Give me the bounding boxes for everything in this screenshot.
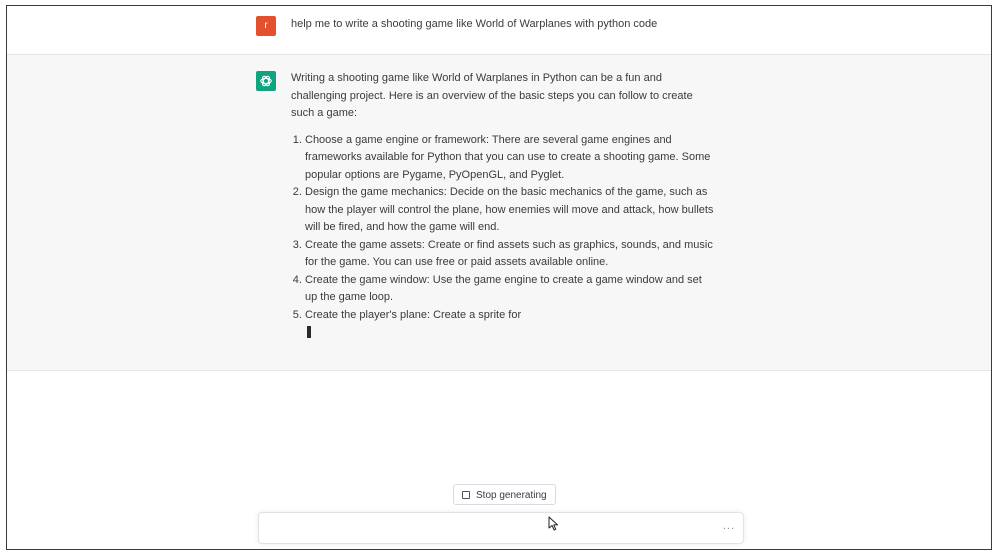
- stop-icon: [462, 491, 470, 499]
- assistant-message-row: [7, 55, 991, 371]
- message-input[interactable]: [258, 512, 744, 544]
- list-item: 1. Choose a game engine or framework: There are several game engines and frameworks available for Python that you can use to create a shooting game. Some popular options are Pygame, PyOpenGL, and Pyglet.: [305, 132, 716, 185]
- chat-window: [6, 5, 992, 550]
- typing-cursor: [307, 326, 311, 338]
- user-avatar: r: [256, 16, 276, 36]
- assistant-steps-list: [291, 132, 716, 325]
- list-item: 2. Design the game mechanics: Decide on the basic mechanics of the game, such as how the player will control the plane, how enemies will move and attack, how bullets will be fired, and how the game will end.: [305, 184, 716, 237]
- stop-generating-label: Stop generating: [476, 490, 547, 501]
- assistant-avatar-icon: [256, 71, 276, 91]
- stop-generating-button[interactable]: [453, 484, 556, 505]
- user-message-text: help me to write a shooting game like World of Warplanes with python code: [291, 18, 658, 30]
- more-icon: ...: [722, 520, 735, 532]
- list-item: 3. Create the game assets: Create or find assets such as graphics, sounds, and music for the game. You can use free or paid assets available online.: [305, 237, 716, 272]
- assistant-message-body: [291, 70, 716, 345]
- assistant-intro: Writing a shooting game like World of Warplanes in Python can be a fun and challenging project. Here is an overview of the basic steps you can follow to create such a game:: [291, 72, 693, 119]
- list-item: 4. Create the game window: Use the game engine to create a game window and set up the game loop.: [305, 272, 716, 307]
- user-message-row: [7, 6, 991, 55]
- list-item: 5. Create the player's plane: Create a sprite for: [305, 307, 716, 325]
- mouse-pointer-icon: [548, 516, 560, 537]
